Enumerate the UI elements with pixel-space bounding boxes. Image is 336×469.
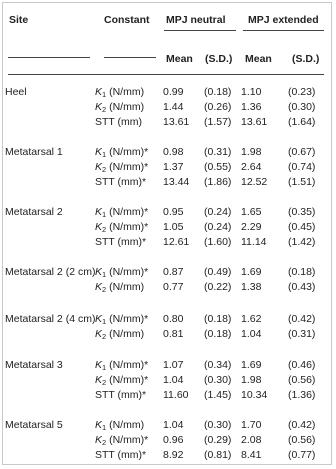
neutral-sd-cell: (0.55) [204, 161, 232, 173]
constant-cell [95, 206, 148, 219]
constant-cell [95, 281, 144, 294]
extended-mean-cell: 2.64 [241, 161, 262, 173]
extended-sd-cell: (0.74) [288, 161, 316, 173]
group-rule-extended [243, 30, 324, 31]
header-rule-constant [104, 57, 156, 58]
neutral-mean-cell: 11.60 [163, 389, 189, 401]
table-row [0, 176, 336, 189]
constant-unit: (N/mm)* [106, 146, 149, 158]
constant-cell [95, 328, 144, 341]
constant-unit: STT (mm)* [95, 176, 147, 188]
table-row [0, 221, 336, 234]
constant-symbol: K [95, 328, 103, 340]
extended-mean-cell: 1.36 [241, 101, 262, 113]
extended-sd-cell: (0.31) [288, 328, 316, 340]
constant-unit: STT (mm) [95, 116, 143, 128]
constant-unit: STT (mm)* [95, 236, 147, 248]
extended-sd-cell: (0.23) [288, 86, 316, 98]
table-row [0, 281, 336, 294]
table-row [0, 161, 336, 174]
constant-symbol: K [95, 161, 103, 173]
extended-mean-cell: 1.62 [241, 313, 262, 325]
constant-unit: (N/mm) [106, 86, 145, 98]
constant-symbol: K [95, 101, 103, 113]
neutral-mean-cell: 1.04 [163, 419, 184, 431]
constant-unit: (N/mm) [106, 281, 145, 293]
table-row [0, 359, 336, 372]
neutral-sd-cell: (0.29) [204, 434, 232, 446]
extended-mean-cell: 1.65 [241, 206, 262, 218]
neutral-sd-cell: (0.18) [204, 328, 232, 340]
constant-unit: (N/mm)* [106, 266, 149, 278]
neutral-sd-cell: (0.22) [204, 281, 232, 293]
extended-sd-cell: (0.56) [288, 434, 316, 446]
constant-cell [95, 374, 148, 387]
constant-symbol: K [95, 146, 103, 158]
neutral-sd-cell: (0.24) [204, 206, 232, 218]
extended-sd-cell: (0.42) [288, 419, 316, 431]
constant-subscript: 1 [102, 270, 107, 279]
neutral-mean-cell: 0.77 [163, 281, 184, 293]
header-sd-extended: (S.D.) [292, 53, 320, 65]
neutral-mean-cell: 0.96 [163, 434, 184, 446]
neutral-mean-cell: 1.07 [163, 359, 184, 371]
neutral-sd-cell: (1.57) [204, 116, 232, 128]
extended-sd-cell: (0.56) [288, 374, 316, 386]
table-row [0, 389, 336, 402]
extended-sd-cell: (0.45) [288, 221, 316, 233]
constant-subscript: 2 [102, 225, 107, 234]
header-mpj-extended: MPJ extended [248, 14, 319, 26]
constant-subscript: 2 [102, 165, 107, 174]
neutral-sd-cell: (0.30) [204, 374, 232, 386]
site-cell: Metatarsal 2 (4 cm) [5, 313, 96, 325]
table-row [0, 449, 336, 462]
constant-subscript: 2 [102, 105, 107, 114]
constant-cell [95, 313, 148, 326]
constant-unit: STT (mm)* [95, 449, 147, 461]
neutral-sd-cell: (0.31) [204, 146, 232, 158]
neutral-sd-cell: (0.24) [204, 221, 232, 233]
neutral-mean-cell: 12.61 [163, 236, 190, 248]
header-mpj-neutral: MPJ neutral [166, 14, 226, 26]
constant-cell [95, 389, 146, 402]
constant-subscript: 2 [102, 332, 107, 341]
extended-sd-cell: (0.46) [288, 359, 316, 371]
extended-sd-cell: (1.36) [288, 389, 316, 401]
constant-unit: (N/mm)* [106, 206, 149, 218]
constant-cell [95, 176, 146, 189]
site-cell: Metatarsal 1 [5, 146, 63, 158]
constant-symbol: K [95, 419, 103, 431]
extended-sd-cell: (1.64) [288, 116, 316, 128]
neutral-mean-cell: 13.61 [163, 116, 190, 128]
constant-unit: (N/mm)* [106, 374, 149, 386]
neutral-sd-cell: (0.81) [204, 449, 232, 461]
neutral-mean-cell: 0.80 [163, 313, 184, 325]
neutral-sd-cell: (1.86) [204, 176, 232, 188]
neutral-mean-cell: 0.98 [163, 146, 184, 158]
header-constant: Constant [104, 14, 150, 26]
table-row [0, 266, 336, 279]
neutral-sd-cell: (0.18) [204, 86, 232, 98]
table-row [0, 116, 336, 129]
constant-subscript: 1 [102, 90, 107, 99]
neutral-sd-cell: (1.45) [204, 389, 232, 401]
extended-mean-cell: 1.04 [241, 328, 262, 340]
neutral-mean-cell: 1.44 [163, 101, 184, 113]
constant-cell [95, 236, 146, 249]
group-rule-neutral [164, 30, 236, 31]
neutral-sd-cell: (0.18) [204, 313, 232, 325]
constant-symbol: K [95, 266, 103, 278]
extended-sd-cell: (0.35) [288, 206, 316, 218]
table-row [0, 236, 336, 249]
extended-sd-cell: (1.42) [288, 236, 316, 248]
constant-unit: (N/mm)* [106, 221, 149, 233]
neutral-mean-cell: 13.44 [163, 176, 190, 188]
constant-cell [95, 359, 148, 372]
neutral-mean-cell: 8.92 [163, 449, 184, 461]
extended-mean-cell: 1.69 [241, 266, 262, 278]
extended-mean-cell: 1.69 [241, 359, 262, 371]
constant-subscript: 1 [102, 317, 107, 326]
extended-sd-cell: (0.18) [288, 266, 316, 278]
constant-cell [95, 419, 144, 432]
extended-mean-cell: 1.38 [241, 281, 262, 293]
constant-cell [95, 221, 148, 234]
neutral-mean-cell: 0.87 [163, 266, 184, 278]
constant-cell [95, 146, 148, 159]
constant-unit: (N/mm) [106, 328, 145, 340]
constant-unit: (N/mm)* [106, 313, 149, 325]
extended-mean-cell: 2.08 [241, 434, 262, 446]
table-row [0, 434, 336, 447]
table-row [0, 374, 336, 387]
constant-cell [95, 434, 148, 447]
constant-symbol: K [95, 359, 103, 371]
constant-symbol: K [95, 221, 103, 233]
neutral-sd-cell: (1.60) [204, 236, 232, 248]
table-row [0, 419, 336, 432]
neutral-sd-cell: (0.49) [204, 266, 232, 278]
constant-symbol: K [95, 281, 103, 293]
neutral-mean-cell: 1.04 [163, 374, 184, 386]
extended-sd-cell: (1.51) [288, 176, 316, 188]
extended-mean-cell: 1.98 [241, 374, 262, 386]
constant-subscript: 2 [102, 285, 107, 294]
extended-mean-cell: 8.41 [241, 449, 262, 461]
extended-sd-cell: (0.30) [288, 101, 316, 113]
extended-mean-cell: 10.34 [241, 389, 268, 401]
constant-subscript: 1 [102, 210, 107, 219]
constant-unit: (N/mm) [106, 419, 145, 431]
header-sd-neutral: (S.D.) [205, 53, 233, 65]
neutral-mean-cell: 0.99 [163, 86, 184, 98]
constant-subscript: 2 [102, 378, 107, 387]
constant-unit: (N/mm)* [106, 434, 149, 446]
constant-symbol: K [95, 206, 103, 218]
table-row [0, 313, 336, 326]
extended-sd-cell: (0.77) [288, 449, 316, 461]
constant-symbol: K [95, 313, 103, 325]
site-cell: Metatarsal 5 [5, 419, 63, 431]
table-row [0, 86, 336, 99]
constant-symbol: K [95, 374, 103, 386]
site-cell: Heel [5, 86, 27, 98]
header-mean-extended: Mean [245, 53, 272, 65]
constant-symbol: K [95, 434, 103, 446]
constant-cell [95, 101, 144, 114]
constant-subscript: 2 [102, 438, 107, 447]
extended-mean-cell: 1.70 [241, 419, 262, 431]
table-row [0, 101, 336, 114]
table-row [0, 206, 336, 219]
constant-cell [95, 161, 148, 174]
neutral-mean-cell: 0.95 [163, 206, 184, 218]
extended-mean-cell: 13.61 [241, 116, 268, 128]
table-row [0, 328, 336, 341]
neutral-sd-cell: (0.30) [204, 419, 232, 431]
constant-cell [95, 449, 146, 462]
constant-symbol: K [95, 86, 103, 98]
neutral-mean-cell: 0.81 [163, 328, 184, 340]
constant-subscript: 1 [102, 150, 107, 159]
header-site: Site [9, 14, 29, 26]
neutral-mean-cell: 1.37 [163, 161, 184, 173]
header-mean-neutral: Mean [166, 53, 193, 65]
constant-unit: STT (mm)* [95, 389, 147, 401]
extended-mean-cell: 11.14 [241, 236, 267, 248]
constant-subscript: 1 [102, 423, 107, 432]
extended-mean-cell: 1.98 [241, 146, 262, 158]
extended-mean-cell: 12.52 [241, 176, 268, 188]
extended-mean-cell: 1.10 [241, 86, 262, 98]
table-row [0, 146, 336, 159]
constant-cell [95, 116, 142, 129]
neutral-mean-cell: 1.05 [163, 221, 184, 233]
neutral-sd-cell: (0.26) [204, 101, 232, 113]
constant-unit: (N/mm)* [106, 359, 149, 371]
neutral-sd-cell: (0.34) [204, 359, 232, 371]
header-bottom-rule [8, 74, 324, 75]
constant-cell [95, 266, 148, 279]
site-cell: Metatarsal 2 [5, 206, 63, 218]
extended-sd-cell: (0.67) [288, 146, 316, 158]
extended-sd-cell: (0.42) [288, 313, 316, 325]
extended-sd-cell: (0.43) [288, 281, 316, 293]
constant-subscript: 1 [102, 363, 107, 372]
extended-mean-cell: 2.29 [241, 221, 262, 233]
constant-cell [95, 86, 144, 99]
constant-unit: (N/mm)* [106, 161, 149, 173]
constant-unit: (N/mm) [106, 101, 145, 113]
site-cell: Metatarsal 3 [5, 359, 63, 371]
header-rule-site [8, 57, 90, 58]
site-cell: Metatarsal 2 (2 cm) [5, 266, 96, 278]
